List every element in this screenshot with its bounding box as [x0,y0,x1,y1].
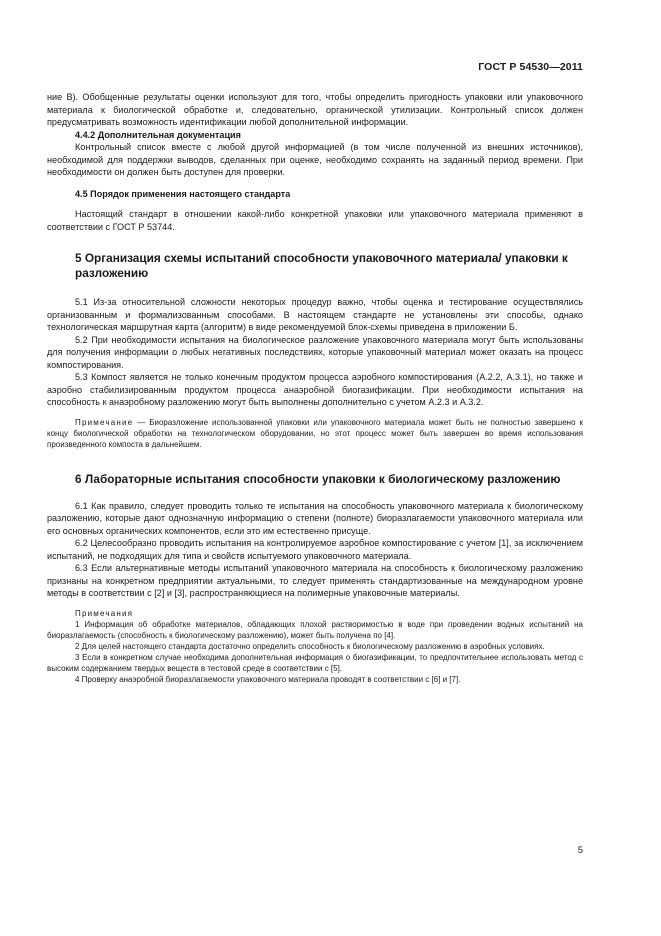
paragraph-6-1: 6.1 Как правило, следует проводить только те испытания на способность упаковочного материала к биологическому разложению, которые дают однозначную информацию о степени (полноте) биоразлагаемости упаковочного материала или его основных органических компонентов, если это им естественно присуще. [47,500,583,536]
subsection-heading-4-5: 4.5 Порядок применения настоящего стандарта [75,188,291,199]
page-body [47,91,583,685]
paragraph-5-2: 5.2 При необходимости испытания на биологическое разложение упаковочного материала могут быть использованы для получения информации о любых негативных последствиях, которые упаковочный материал может оказать на процесс компостирования. [47,334,583,370]
paragraph-4-5: Настоящий стандарт в отношении какой-либо конкретной упаковки или упаковочного материала применяют в соответствии с ГОСТ Р 53744. [47,209,583,232]
section-heading-5: 5 Организация схемы испытаний способности упаковочного материала/ упаковки к разложению [75,251,568,280]
page-number: 5 [577,845,583,856]
note-label: Примечание [75,417,134,427]
note-2: 2 Для целей настоящего стандарта достаточно определить способность к биологическому разложению в аэробных условиях. [75,641,545,651]
subsection-heading-4-4-2: 4.4.2 Дополнительная документация [75,129,241,140]
note-4: 4 Проверку анаэробной биоразлагаемости упаковочного материала проводят в соответствии с [6] и [7]. [75,674,461,684]
notes-section-6 [47,608,583,685]
note-section-5 [47,417,583,450]
document-id-header: ГОСТ Р 54530—2011 [478,61,583,73]
note-3: 3 Если в конкретном случае необходима дополнительная информация о биогазификации, то предпочтительнее использовать метод с высоким содержанием твердых веществ в тестовой среде в соответствии с [5]. [47,652,583,673]
paragraph-5-3: 5.3 Компост является не только конечным продуктом процесса аэробного компостирования (А.2.2, А.3.1), но также и аэробно стабилизированным продуктом процесса анаэробной биогазификации. При необходимости испытания на способность к анаэробному разложению могут быть выполнены дополнительно с учетом А.2.3 и А.3.2. [47,372,583,407]
section-heading-6: 6 Лабораторные испытания способности упаковки к биологическому разложению [75,471,561,486]
paragraph-5-1: 5.1 Из-за относительной сложности некоторых процедур важно, чтобы оценка и тестирование осуществлялись организованным и формализованным способами. В настоящем стандарте не установлены эти способы, однако технологическая маршрутная карта (алгоритм) в виде рекомендуемой блок-схемы приведена в приложении Б. [47,297,583,332]
paragraph-continuation: ние В). Обобщенные результаты оценки используют для того, чтобы определить пригодность упаковки или упаковочного материала к биологической обработке и, следовательно, органической утилизации. Контрольный список должен предусматривать возможность идентификации любой дополнительной информации. [47,92,583,127]
notes-label: Примечания [75,608,134,618]
paragraph-6-2: 6.2 Целесообразно проводить испытания на контролируемое аэробное компостирование с учетом [1], за исключением испытаний, не подходящих для типа и свойств испытуемого упаковочного материала. [47,538,583,561]
paragraph-4-4-2: Контрольный список вместе с любой другой информацией (в том числе полученной из внешних источников), необходимой для поддержки выводов, сделанных при оценке, необходимо сохранять на заданный период времени. При необходимости он должен быть доступен для проверки. [47,142,583,177]
note-text: — Биоразложение использованной упаковки или упаковочного материала может быть не полностью завершено к концу биологической обработки на технологическом оборудовании, но этот процесс может быть завершен во время использования произведенного компоста в дальнейшем. [47,417,583,449]
note-1: 1 Информация об обработке материалов, обладающих плохой растворимостью в воде при проведении водных испытаний на биоразлагаемость (способность к биологическому разложению), может быть получена по [4]. [47,619,583,640]
paragraph-6-3: 6.3 Если альтернативные методы испытаний упаковочного материала на способность к биологическому разложению признаны на конкретном предприятии актуальными, то следует применять стандартизованные на международном уровне методы в соответствии с [2] и [3], распространяющиеся на полимерные упаковочные материалы. [47,563,583,598]
